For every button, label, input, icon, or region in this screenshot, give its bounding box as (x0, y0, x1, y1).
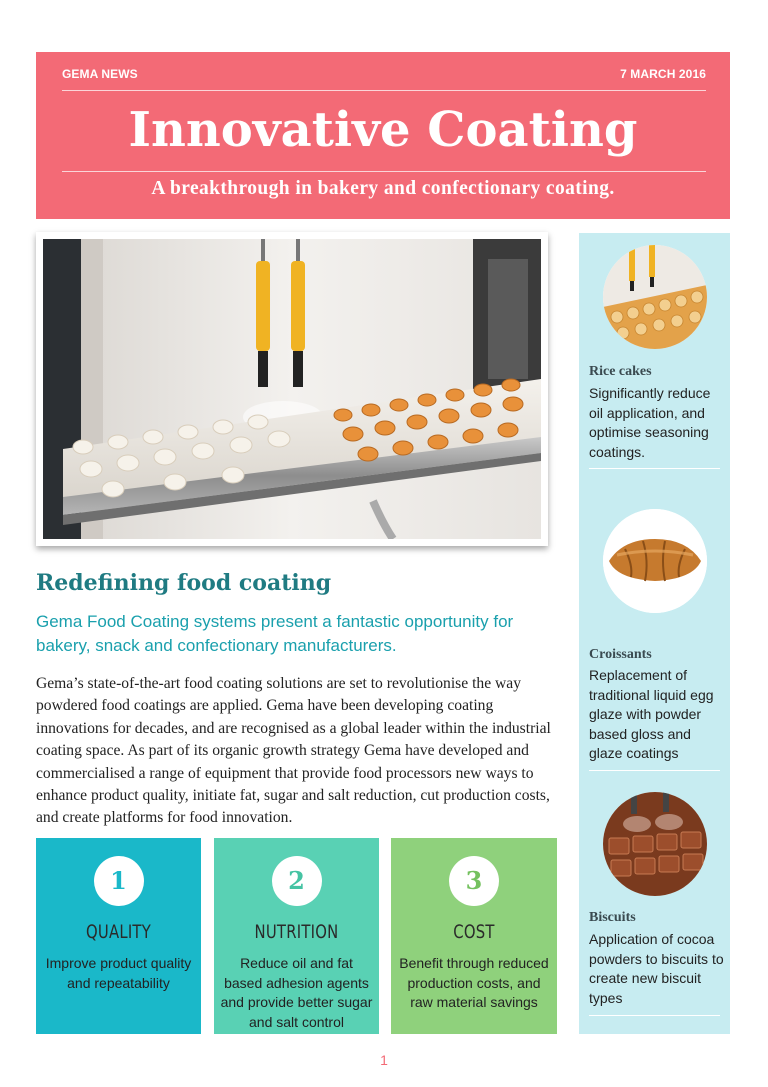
page-number: 1 (380, 1052, 388, 1068)
page-subtitle: A breakthrough in bakery and confectionary coating. (151, 178, 615, 199)
feature-title: QUALITY (85, 921, 152, 943)
rice-cakes-photo (603, 245, 707, 349)
header-divider-top (62, 90, 706, 91)
croissant-photo (603, 509, 707, 613)
sidebar-divider (589, 1015, 720, 1016)
article-lede: Gema Food Coating systems present a fantastic opportunity for bakery, snack and confectionary manufacturers. (36, 612, 514, 655)
header-banner (36, 52, 730, 219)
feature-description: Benefit through reduced production costs, and raw material savings (399, 955, 549, 1010)
sidebar-text-croissants: Replacement of traditional liquid egg glaze with powder based gloss and glaze coatings (589, 667, 714, 761)
publication-label: GEMA NEWS (62, 67, 138, 81)
page-title: Innovative Coating (128, 102, 638, 158)
sidebar-text-biscuits: Application of cocoa powders to biscuits to create new biscuit types (589, 931, 724, 1006)
sidebar-applications (579, 233, 730, 1034)
feature-number: 1 (94, 856, 144, 906)
sidebar-heading-croissants: Croissants (589, 647, 652, 662)
article-heading: Redefining food coating (36, 570, 332, 596)
sidebar-divider (589, 468, 720, 469)
article-body: Gema’s state-of-the-art food coating solutions are set to revolutionise the way powdered food coatings are applied. Gema have been developing coating innovations for decades, and are recognised as a global leader within the industrial coating space. As part of its organic growth strategy Gema have developed and commercialised a range of equipment that provide food processors new ways to enhance product quality, initiate fat, sugar and salt reduction, cut production costs, and create platforms for food innovation. (36, 675, 551, 827)
feature-description: Improve product quality and repeatability (45, 955, 192, 991)
feature-number: 3 (449, 856, 499, 906)
issue-date: 7 MARCH 2016 (620, 67, 706, 81)
biscuits-photo (603, 792, 707, 896)
feature-quality (36, 838, 201, 1034)
feature-description: Reduce oil and fat based adhesion agents and provide better sugar and salt control (220, 955, 373, 1030)
hero-photo-frame (36, 232, 548, 546)
feature-number: 2 (272, 856, 322, 906)
feature-title: NUTRITION (254, 921, 339, 943)
feature-cost (391, 838, 557, 1034)
header-divider-bottom (62, 171, 706, 172)
sidebar-divider (589, 770, 720, 771)
sidebar-text-rice-cakes: Significantly reduce oil application, and optimise seasoning coatings. (589, 385, 711, 460)
feature-title: COST (453, 921, 495, 943)
coating-machine-photo (43, 239, 541, 539)
feature-nutrition (214, 838, 379, 1034)
sidebar-heading-rice-cakes: Rice cakes (589, 364, 652, 379)
sidebar-heading-biscuits: Biscuits (589, 910, 636, 925)
